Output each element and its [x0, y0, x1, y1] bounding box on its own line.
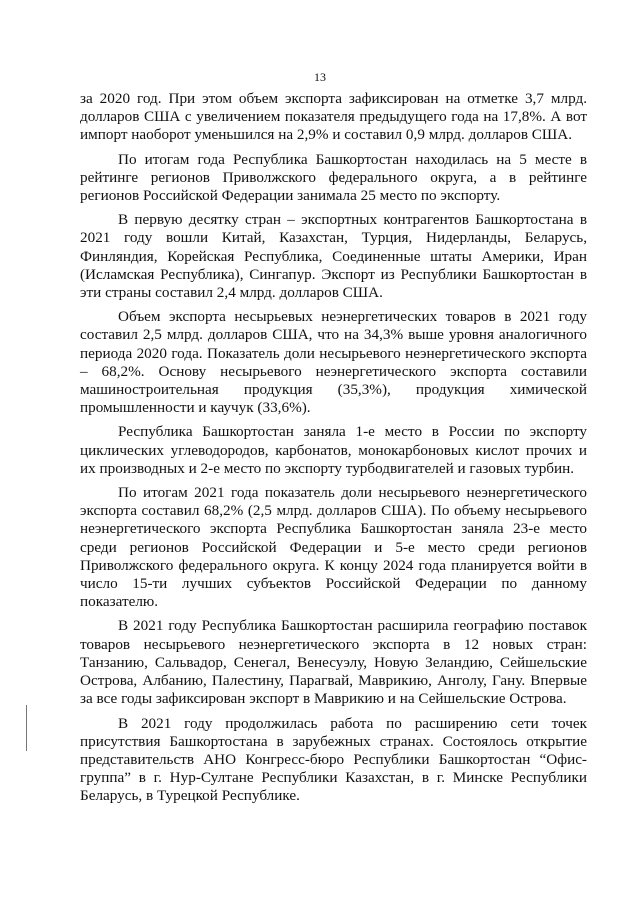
paragraph-results-2021: По итогам 2021 года показатель доли несырьевого неэнергетического экспорта составил 68,2% (2,5 млрд. долларов США). По объему несырьевого неэнергетического экспорта Республика Башкортостан заняла 23-е место среди регионов Российской Федерации и 5-е место среди регионов Приволжского федерального округа. К концу 2024 года планируется войти в число 15-ти лучших субъектов Российской Федерации по данному показателю.	[80, 484, 587, 611]
paragraph-export-2020: за 2020 год. При этом объем экспорта зафиксирован на отметке 3,7 млрд. долларов США с увеличением показателя предыдущего года на 17,8%. А вот импорт наоборот уменьшился на 2,9% и составил 0,9 млрд. долларов США.	[80, 90, 587, 144]
paragraph-top-countries: В первую десятку стран – экспортных контрагентов Башкортостана в 2021 году вошли Китай, Казахстан, Турция, Нидерланды, Беларусь, Финляндия, Корейская Республика, Соединенные штаты Америки, Иран (Исламская Республика), Сингапур. Экспорт из Республики Башкортостан в эти страны составил 2,4 млрд. долларов США.	[80, 211, 587, 302]
paragraph-rating: По итогам года Республика Башкортостан находилась на 5 месте в рейтинге регионов Приволжского федерального округа, а в рейтинге регионов Российской Федерации занимала 25 место по экспорту.	[80, 150, 587, 205]
margin-line	[26, 705, 27, 751]
paragraph-representations: В 2021 году продолжилась работа по расширению сети точек присутствия Башкортостана в зарубежных странах. Состоялось открытие представительств АНО Конгресс-бюро Республики Башкортостан “Офис-группа” в г. Нур-Султане Республики Казахстан, в г. Минске Республики Беларусь, в Турецкой Республике.	[80, 714, 587, 805]
paragraph-new-countries: В 2021 году Республика Башкортостан расширила географию поставок товаров несырьевого неэнергетического экспорта в 12 новых стран: Танзанию, Сальвадор, Сенегал, Венесуэлу, Новую Зеландию, Сейшельские Острова, Албанию, Палестину, Парагвай, Маврикию, Анголу, Гану. Впервые за все годы зафиксирован экспорт в Маврикию и на Сейшельские Острова.	[80, 617, 587, 708]
paragraph-non-resource-export: Объем экспорта несырьевых неэнергетических товаров в 2021 году составил 2,5 млрд. долларов США, что на 34,3% выше уровня аналогичного периода 2020 года. Показатель доли несырьевого неэнергетического экспорта – 68,2%. Основу несырьевого неэнергетического экспорта составили машиностроительная продукция (35,3%), продукция химической промышленности и каучук (33,6%).	[80, 308, 587, 417]
paragraph-first-place: Республика Башкортостан заняла 1-е место в России по экспорту циклических углеводородов, карбонатов, монокарбоновых кислот прочих и их производных и 2-е место по экспорту турбодвигателей и газовых турбин.	[80, 423, 587, 477]
page-number: 13	[314, 70, 326, 84]
document-body	[80, 90, 587, 812]
